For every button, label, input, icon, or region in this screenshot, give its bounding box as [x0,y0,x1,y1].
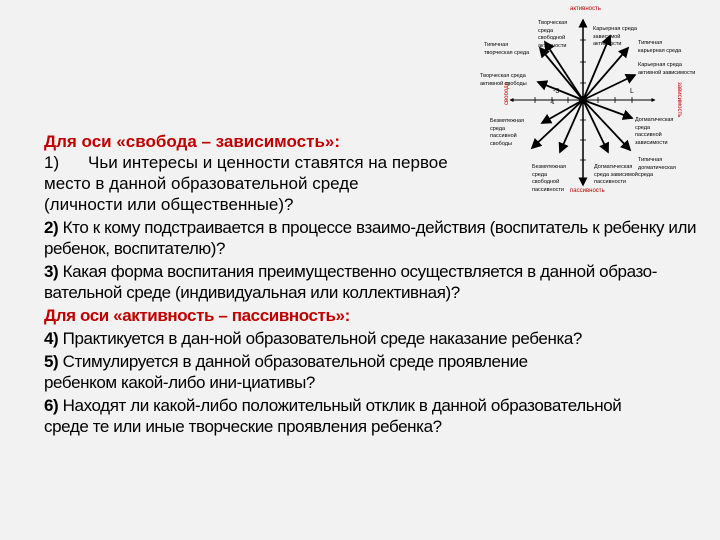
questions-block [44,131,704,437]
question-5-text: Стимулируется в данной образовательной среде проявление ребенком какой-либо ини-циативы? [44,352,528,392]
question-2-text: Кто к кому подстраивается в процессе взаимо-действия (воспитатель к ребенку или ребенок, воспитателю)? [44,218,697,258]
label-creative-active-freedom: Творческая среда активной свободы [480,73,527,87]
question-1-line-2: место в данной образовательной среде [44,174,359,193]
question-6-text: Находят ли какой-либо положительный отклик в данной образовательной среде те или иные творческие проявления ребенка? [44,396,622,436]
question-3-number: 3) [44,262,59,281]
question-5-number: 5) [44,352,59,371]
label-typical-creative: Типичная творческая среда [484,42,530,56]
question-4 [44,328,704,349]
section-header-activity-passivity: Для оси «активность – пассивность»: [44,306,350,325]
question-6 [44,395,664,437]
question-6-number: 6) [44,396,59,415]
label-typical-dogmatic: Типичная догматическая среда [638,157,676,178]
axis-label-dependence: зависимость [676,82,682,118]
question-3 [44,261,704,303]
label-serene-free-passivity: Безмятежная среда свободной пассивности [532,164,567,193]
label-serene-passive-freedom: Безмятежная среда пассивной свободы [490,118,525,147]
tick-label-minus-3: -3 [553,88,560,95]
axis-label-activity: активность [570,6,601,12]
question-2 [44,217,704,259]
question-1-line-3: (личности или общественные)? [44,195,294,214]
label-creative-free-activity: Творческая среда свободной активности [538,20,568,49]
question-5 [44,351,604,393]
section-header-freedom-dependence: Для оси «свобода – зависимость»: [44,132,341,151]
question-2-number: 2) [44,218,59,237]
label-careerist-active-dependence: Карьерная среда активной зависимости [638,62,696,76]
question-1-number: 1) [44,153,60,172]
tick-label-l: L [630,88,634,95]
label-dogmatic-dependent-passivity: Догматическая среда зависимой пассивности [594,164,638,185]
axis-label-freedom: свобода [504,82,510,105]
tick-label-minus-1: -1 [550,100,555,106]
question-1 [44,152,704,173]
question-4-text: Практикуется в дан-ной образовательной среде наказание ребенка? [58,329,582,348]
axis-label-passivity: пассивность [570,188,605,194]
question-1-text-a: Чьи интересы и ценности ставятся на первое [88,153,448,172]
label-dogmatic-passive-dependence: Догматическая среда пассивной зависимости [635,117,674,146]
label-typical-careerist: Типичная карьерная среда [638,40,682,54]
question-4-number: 4) [44,329,59,348]
label-careerist-dependent-activity: Карьерная среда зависимой активности [593,26,637,47]
question-3-text: Какая форма воспитания преимущественно осуществляется в данной образо-вательной среде (индивидуальная или коллективная)? [44,262,657,302]
